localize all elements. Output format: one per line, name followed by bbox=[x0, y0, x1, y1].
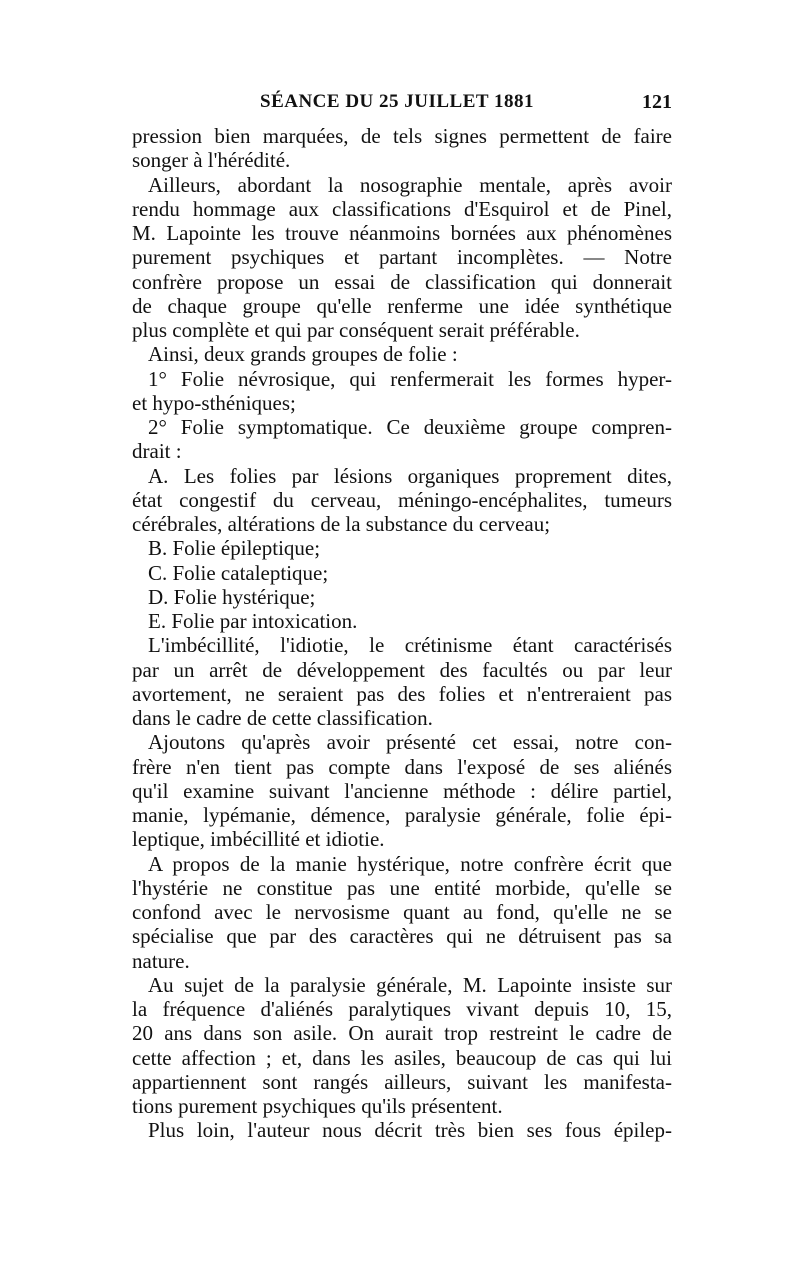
text-line: de chaque groupe qu'elle renferme une idée synthétique bbox=[132, 293, 672, 318]
text-line: spécialise que par des caractères qui ne détruisent pas sa bbox=[132, 924, 672, 949]
page-number: 121 bbox=[642, 91, 672, 113]
text-line: cette affection ; et, dans les asiles, beaucoup de cas qui lui bbox=[132, 1045, 672, 1070]
text-line: 2° Folie symptomatique. Ce deuxième groupe compren- bbox=[148, 415, 672, 439]
text-line: C. Folie cataleptique; bbox=[148, 560, 329, 585]
text-line: Ainsi, deux grands groupes de folie : bbox=[148, 342, 458, 367]
text-line: 1° Folie névrosique, qui renfermerait les formes hyper- bbox=[148, 366, 672, 391]
text-line: dans le cadre de cette classification. bbox=[132, 706, 433, 730]
text-line: frère n'en tient pas compte dans l'exposé de ses aliénés bbox=[132, 754, 672, 779]
text-line: purement psychiques et partant incomplètes. — Notre bbox=[132, 245, 672, 270]
text-line: appartiennent sont rangés ailleurs, suivant les manifesta- bbox=[132, 1069, 672, 1094]
text-line: M. Lapointe les trouve néanmoins bornées aux phénomènes bbox=[132, 221, 672, 245]
text-line: confrère propose un essai de classification qui donnerait bbox=[132, 269, 672, 294]
text-line: Plus loin, l'auteur nous décrit très bien ses fous épilep- bbox=[148, 1118, 672, 1143]
text-line: L'imbécillité, l'idiotie, le crétinisme étant caractérisés bbox=[148, 633, 672, 658]
text-line: nature. bbox=[132, 948, 190, 973]
running-title: SÉANCE DU 25 JUILLET 1881 bbox=[260, 91, 534, 112]
text-line: cérébrales, altérations de la substance du cerveau; bbox=[132, 512, 551, 536]
text-line: par un arrêt de développement des facultés ou par leur bbox=[132, 657, 672, 682]
text-line: plus complète et qui par conséquent serait préférable. bbox=[132, 318, 580, 342]
text-line: Ailleurs, abordant la nosographie mentale, après avoir bbox=[148, 172, 672, 197]
text-line: avortement, ne seraient pas des folies et n'entreraient pas bbox=[132, 681, 672, 706]
body-text bbox=[132, 124, 672, 1143]
text-line: leptique, imbécillité et idiotie. bbox=[132, 827, 385, 852]
text-line: et hypo-sthéniques; bbox=[132, 390, 296, 415]
text-line: la fréquence d'aliénés paralytiques vivant depuis 10, 15, bbox=[132, 997, 672, 1021]
text-line: Au sujet de la paralysie générale, M. Lapointe insiste sur bbox=[148, 972, 672, 997]
text-line: A. Les folies par lésions organiques proprement dites, bbox=[148, 463, 672, 488]
text-line: B. Folie épileptique; bbox=[148, 536, 321, 561]
text-line: qu'il examine suivant l'ancienne méthode : délire partiel, bbox=[132, 778, 672, 803]
text-line: drait : bbox=[132, 439, 182, 464]
text-line: A propos de la manie hystérique, notre confrère écrit que bbox=[148, 851, 672, 876]
text-line: rendu hommage aux classifications d'Esquirol et de Pinel, bbox=[132, 196, 672, 221]
text-line: 20 ans dans son asile. On aurait trop restreint le cadre de bbox=[132, 1021, 672, 1046]
text-line: confond avec le nervosisme quant au fond, qu'elle ne se bbox=[132, 900, 672, 924]
text-line: Ajoutons qu'après avoir présenté cet essai, notre con- bbox=[148, 730, 672, 755]
text-line: manie, lypémanie, démence, paralysie générale, folie épi- bbox=[132, 803, 672, 827]
running-header bbox=[132, 91, 672, 121]
text-line: E. Folie par intoxication. bbox=[148, 609, 358, 633]
text-line: état congestif du cerveau, méningo-encéphalites, tumeurs bbox=[132, 487, 672, 512]
text-line: D. Folie hystérique; bbox=[148, 584, 316, 609]
text-line: songer à l'hérédité. bbox=[132, 148, 291, 173]
text-line: tions purement psychiques qu'ils présentent. bbox=[132, 1094, 503, 1118]
text-line: pression bien marquées, de tels signes permettent de faire bbox=[132, 124, 672, 148]
text-line: l'hystérie ne constitue pas une entité morbide, qu'elle se bbox=[132, 875, 672, 900]
